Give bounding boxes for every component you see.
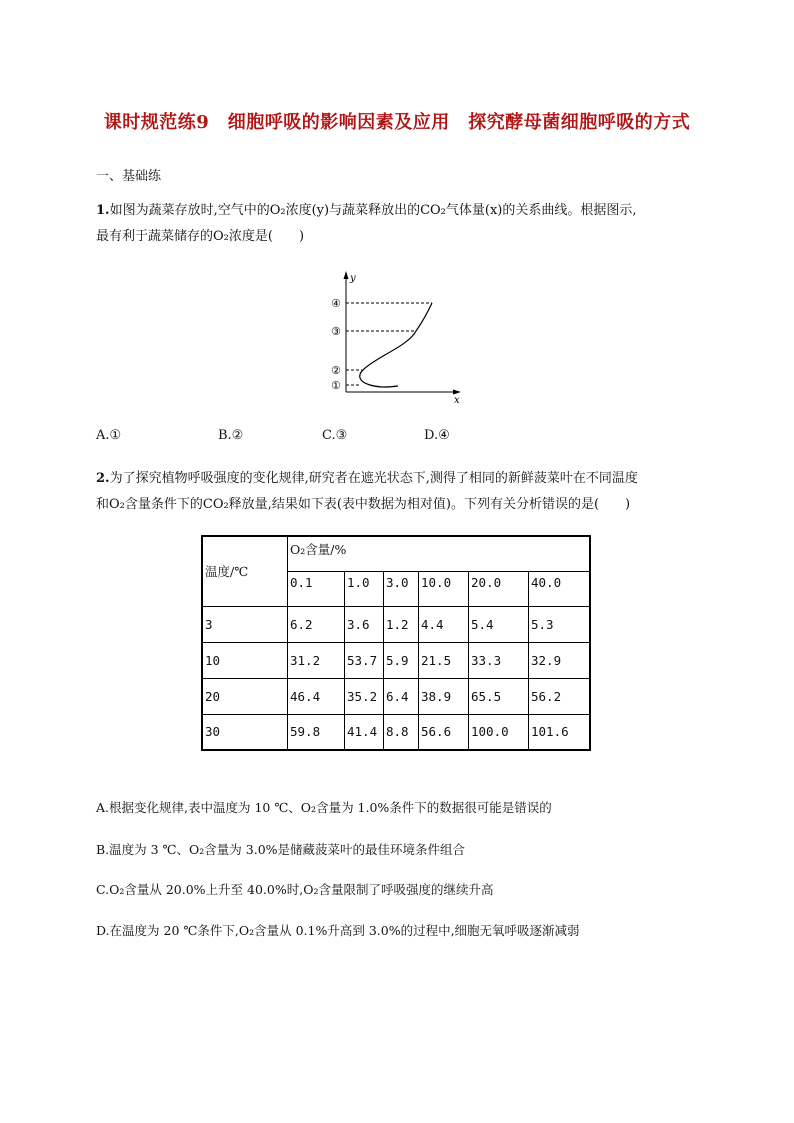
cell: 32.9	[529, 642, 591, 678]
cell: 53.7	[345, 642, 384, 678]
option-c[interactable]: C.③	[322, 428, 348, 443]
option-a[interactable]: A.①	[96, 428, 122, 443]
col-3: 10.0	[419, 571, 469, 606]
y-axis-arrow	[344, 271, 349, 279]
cell: 46.4	[288, 678, 345, 714]
cell: 6.4	[384, 678, 419, 714]
cell: 100.0	[469, 714, 529, 750]
question-1-line-1: 如图为蔬菜存放时,空气中的O₂浓度(y)与蔬菜释放出的CO₂气体量(x)的关系曲线。根据图示,	[109, 203, 637, 218]
label-4: ④	[331, 297, 341, 310]
col-5: 40.0	[529, 571, 591, 606]
cell: 8.8	[384, 714, 419, 750]
column-header: O₂含量/%	[288, 536, 591, 571]
cell: 21.5	[419, 642, 469, 678]
cell: 56.6	[419, 714, 469, 750]
cell: 1.2	[384, 606, 419, 642]
question-2-number: 2.	[96, 471, 110, 486]
cell: 38.9	[419, 678, 469, 714]
col-4: 20.0	[469, 571, 529, 606]
option-c[interactable]: C.O₂含量从 20.0%上升至 40.0%时,O₂含量限制了呼吸强度的继续升高	[96, 882, 494, 897]
table-row	[202, 714, 590, 750]
data-table	[201, 535, 591, 751]
cell: 59.8	[288, 714, 345, 750]
cell: 101.6	[529, 714, 591, 750]
cell: 5.4	[469, 606, 529, 642]
cell: 33.3	[469, 642, 529, 678]
question-1-line-2: 最有利于蔬菜储存的O₂浓度是( )	[96, 229, 305, 244]
col-0: 0.1	[288, 571, 345, 606]
option-b[interactable]: B.温度为 3 ℃、O₂含量为 3.0%是储藏菠菜叶的最佳环境条件组合	[96, 842, 466, 857]
label-2: ②	[331, 364, 341, 377]
col-1: 1.0	[345, 571, 384, 606]
label-1: ①	[331, 379, 341, 392]
label-3: ③	[331, 325, 341, 338]
cell: 35.2	[345, 678, 384, 714]
question-1-number: 1.	[96, 203, 110, 218]
question-2-line-1: 为了探究植物呼吸强度的变化规律,研究者在遮光状态下,测得了相同的新鲜菠菜叶在不同温度	[109, 471, 638, 486]
table-row	[202, 678, 590, 714]
section-heading: 一、基础练	[96, 169, 162, 184]
question-1-text	[96, 198, 706, 250]
option-a[interactable]: A.根据变化规律,表中温度为 10 ℃、O₂含量为 1.0%条件下的数据很可能是错误的	[96, 800, 552, 815]
x-axis-arrow	[453, 390, 461, 395]
cell: 5.9	[384, 642, 419, 678]
row-temp: 3	[202, 606, 288, 642]
row-header: 温度/℃	[202, 536, 288, 606]
curve	[360, 303, 432, 387]
cell: 3.6	[345, 606, 384, 642]
cell: 6.2	[288, 606, 345, 642]
col-2: 3.0	[384, 571, 419, 606]
cell: 65.5	[469, 678, 529, 714]
table-row	[202, 642, 590, 678]
cell: 56.2	[529, 678, 591, 714]
question-1-graph	[320, 268, 470, 408]
row-temp: 20	[202, 678, 288, 714]
page-title: 课时规范练9 细胞呼吸的影响因素及应用 探究酵母菌细胞呼吸的方式	[103, 112, 691, 133]
question-2-text	[96, 466, 706, 518]
y-axis-label: y	[350, 273, 356, 284]
x-axis-label: x	[454, 395, 460, 406]
option-d[interactable]: D.④	[424, 428, 450, 443]
option-d[interactable]: D.在温度为 20 ℃条件下,O₂含量从 0.1%升高到 3.0%的过程中,细胞无氧呼吸逐渐减弱	[96, 923, 580, 938]
row-temp: 30	[202, 714, 288, 750]
option-b[interactable]: B.②	[218, 428, 244, 443]
cell: 41.4	[345, 714, 384, 750]
cell: 4.4	[419, 606, 469, 642]
cell: 5.3	[529, 606, 591, 642]
question-2-line-2: 和O₂含量条件下的CO₂释放量,结果如下表(表中数据为相对值)。下列有关分析错误的是( )	[96, 497, 631, 512]
table-row	[202, 606, 590, 642]
cell: 31.2	[288, 642, 345, 678]
row-temp: 10	[202, 642, 288, 678]
